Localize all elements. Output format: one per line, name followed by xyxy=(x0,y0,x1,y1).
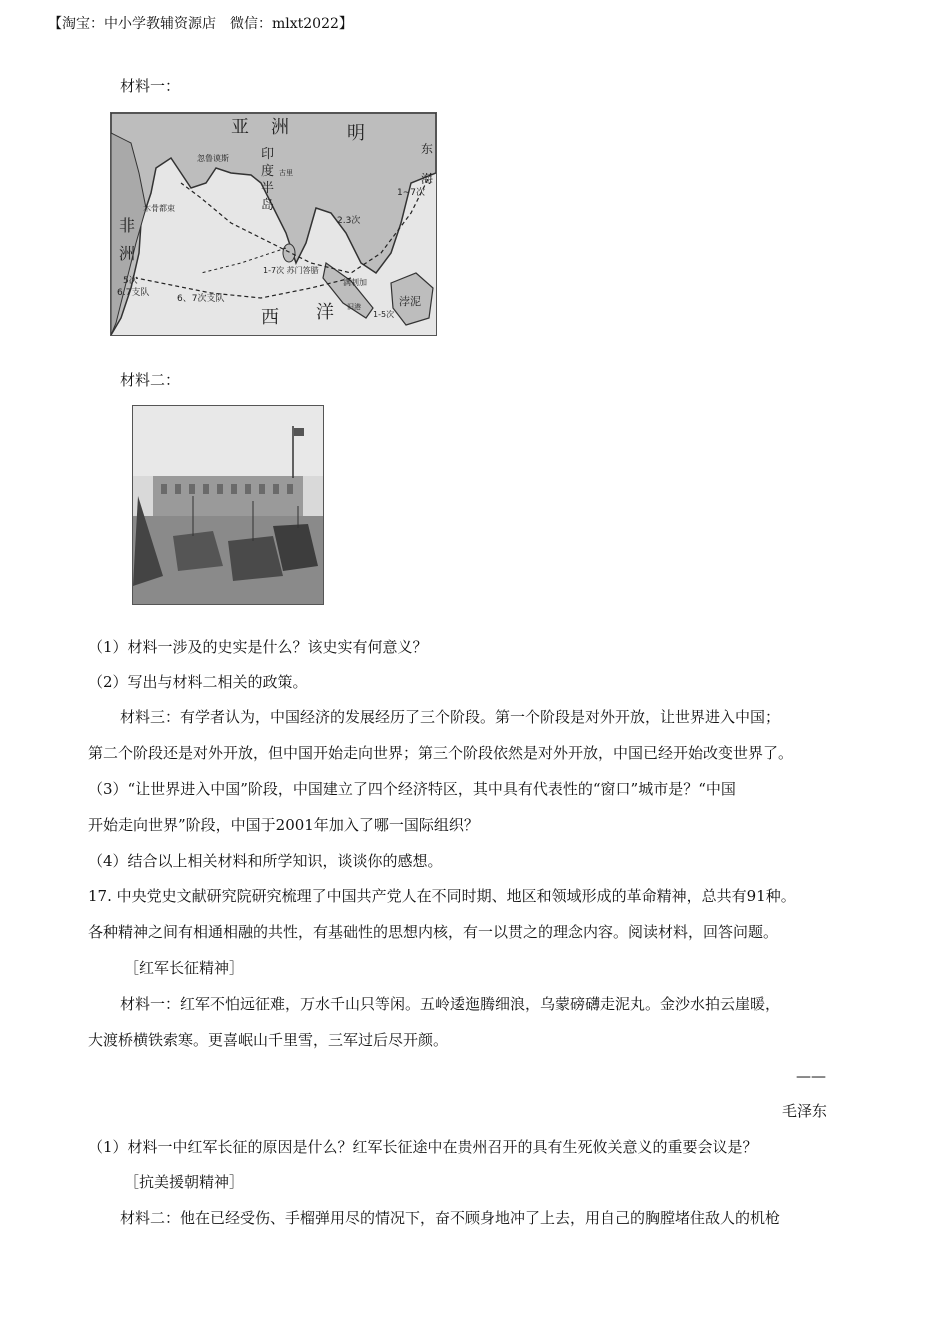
page-header: 【淘宝：中小学教辅资源店 微信：mlxt2022】 xyxy=(48,16,353,32)
material-3-line-2: 第二个阶段还是对外开放，但中国开始走向世界；第三个阶段依然是对外开放，中国已经开始改变世界了。 xyxy=(88,744,794,762)
material-2-label: 材料二： xyxy=(120,371,181,389)
map-route-label: 1-5次 xyxy=(373,310,395,319)
map-place-label: 满剌加 xyxy=(343,278,367,287)
section-korean-war: ［抗美援朝精神］ xyxy=(124,1173,245,1191)
zheng-he-voyage-map xyxy=(110,112,437,336)
map-place-label: 木骨都束 xyxy=(143,204,175,213)
map-region-label: 岛 xyxy=(261,198,275,213)
question-16-3-line-1: （3）“让世界进入中国”阶段，中国建立了四个经济特区，其中具有代表性的“窗口”城市是？“中国 xyxy=(88,780,736,798)
map-region-label: 海 xyxy=(421,172,434,186)
map-route-label: 1-7次 苏门答腊 xyxy=(263,266,319,275)
map-place-label: 旧港 xyxy=(347,303,361,311)
map-place-label: 古里 xyxy=(279,169,293,177)
map-region-label: 亚 xyxy=(231,117,249,138)
map-region-label: 西 xyxy=(261,307,279,328)
material-2-text-line-1: 材料二：他在已经受伤、手榴弹用尽的情况下，奋不顾身地冲了上去，用自己的胸膛堵住敌人的机枪 xyxy=(120,1209,781,1227)
map-place-label: 忽鲁谟斯 xyxy=(197,154,229,163)
map-region-label: 非 xyxy=(119,216,136,235)
question-17-1: （1）材料一中红军长征的原因是什么？红军长征途中在贵州召开的具有生死攸关意义的重要会议是？ xyxy=(88,1138,758,1156)
map-region-label: 印 xyxy=(261,147,275,162)
map-region-label: 度 xyxy=(261,164,275,179)
attribution-dash: —— xyxy=(796,1067,826,1085)
map-route-label: 6、7次支队 xyxy=(177,294,225,304)
map-route-label: 5次 xyxy=(123,276,138,286)
map-region-label: 明 xyxy=(347,123,365,144)
question-16-3-line-2: 开始走向世界”阶段，中国于2001年加入了哪一国际组织？ xyxy=(88,816,479,834)
harbor-illustration xyxy=(132,405,324,605)
section-long-march: ［红军长征精神］ xyxy=(124,959,245,977)
map-route-label: 2.3次 xyxy=(337,216,361,226)
question-16-1: （1）材料一涉及的史实是什么？该史实有何意义？ xyxy=(88,638,428,656)
material-1-poem-line-1: 材料一：红军不怕远征难，万水千山只等闲。五岭逶迤腾细浪，乌蒙磅礴走泥丸。金沙水拍云崖暖， xyxy=(120,995,781,1013)
poem-author: 毛泽东 xyxy=(782,1102,828,1120)
map-region-label: 半 xyxy=(261,181,275,196)
question-16-4: （4）结合以上相关材料和所学知识，谈谈你的感想。 xyxy=(88,852,443,870)
question-16-2: （2）写出与材料二相关的政策。 xyxy=(88,673,308,691)
map-region-label: 东 xyxy=(421,142,434,156)
map-region-label: 洲 xyxy=(119,244,136,263)
map-region-label: 浡泥 xyxy=(399,295,421,308)
material-3-line-1: 材料三：有学者认为，中国经济的发展经历了三个阶段。第一个阶段是对外开放，让世界进入中国； xyxy=(120,708,781,726)
map-route-label: 6.7支队 xyxy=(117,288,150,298)
map-region-label: 洋 xyxy=(316,302,334,323)
material-1-poem-line-2: 大渡桥横铁索寒。更喜岷山千里雪，三军过后尽开颜。 xyxy=(88,1031,449,1049)
map-region-label: 洲 xyxy=(271,117,289,138)
question-17-intro-line-2: 各种精神之间有相通相融的共性，有基础性的思想内核，有一以贯之的理念内容。阅读材料，回答问题。 xyxy=(88,923,779,941)
map-route-label: 1~7次 xyxy=(397,188,425,198)
material-1-label: 材料一： xyxy=(120,77,181,95)
question-17-intro-line-1: 17. 中央党史文献研究院研究梳理了中国共产党人在不同时期、地区和领域形成的革命精神，总共有91种。 xyxy=(88,887,796,905)
